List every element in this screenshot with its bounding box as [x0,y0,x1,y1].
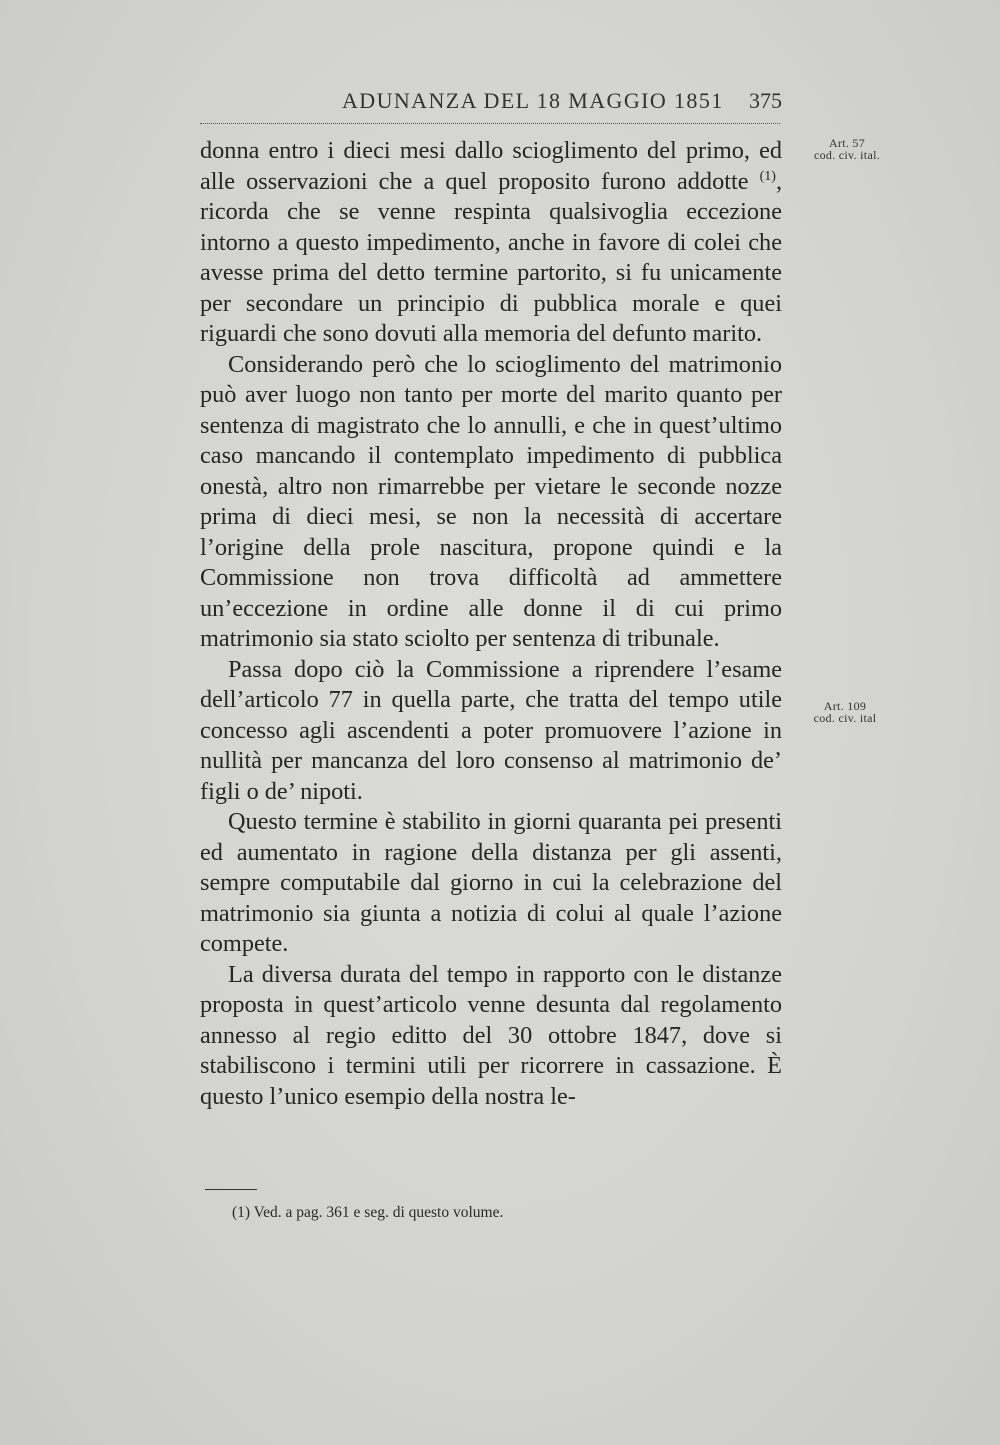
footnote-rule [205,1189,257,1190]
running-title: ADUNANZA DEL 18 MAGGIO 1851 [342,88,724,113]
margin-note-code: cod. civ. ital [813,711,877,725]
header-rule [200,123,780,124]
margin-note-article: Art. 109 [823,699,867,713]
margin-note-code: cod. civ. ital. [813,148,881,162]
footnote: (1) Ved. a pag. 361 e seg. di questo volume. [232,1204,504,1221]
paragraph-1 [200,136,782,350]
paragraph-2: Considerando però che lo scioglimento del matrimonio può aver luogo non tanto per morte del marito quanto per sentenza di magistrato che lo annulli, e che in quest’ultimo caso mancando il contemplato impedimento di pubblica onestà, altro non rimarrebbe per vietare le seconde nozze prima di dieci mesi, se non la necessità di accertare l’origine della prole nascitura, propone quindi e la Commissione non trova difficoltà ad ammettere un’eccezione in ordine alle donne il di cui primo matrimonio sia stato sciolto per sentenza di tribunale. [200,350,782,652]
paragraph-4: Questo termine è stabilito in giorni quaranta pei presenti ed aumentato in ragione della distanza per gli assenti, sempre computabile dal giorno in cui la celebrazione del matrimonio sia giunta a notizia di colui al quale l’azione compete. [200,808,782,957]
margin-note-article: Art. 57 [828,136,866,150]
running-head [200,88,782,118]
paragraph-text: donna entro i dieci mesi dallo scioglimento del primo, ed alle osservazioni che a quel proposito furono addotte [200,137,782,195]
paragraph-3: Passa dopo ciò la Commissione a riprendere l’esame dell’articolo 77 in quella parte, che tratta del tempo utile concesso agli ascendenti a poter promuovere l’azione in nullità per mancanza del loro consenso al matrimonio de’ figli o de’ nipoti. [200,655,782,805]
margin-note-art-57 [797,137,897,161]
paragraph-5: La diversa durata del tempo in rapporto con le distanze proposta in quest’articolo venne desunta dal regolamento annesso al regio editto del 30 ottobre 1847, dove si stabiliscono i termini utili per ricorrere in cassazione. È questo l’unico esempio della nostra le- [200,960,782,1110]
body-text [200,136,782,1112]
footnote-reference[interactable]: (1) [759,168,776,184]
margin-note-art-109 [795,700,895,724]
paragraph-text: , ricorda che se venne respinta qualsivoglia eccezione intorno a questo impedimento, anche in favore di colei che avesse prima del detto termine partorito, si fu unicamente per secondare un principio di pubblica morale e quei riguardi che sono dovuti alla memoria del defunto marito. [200,167,783,347]
page-number: 375 [749,88,782,113]
